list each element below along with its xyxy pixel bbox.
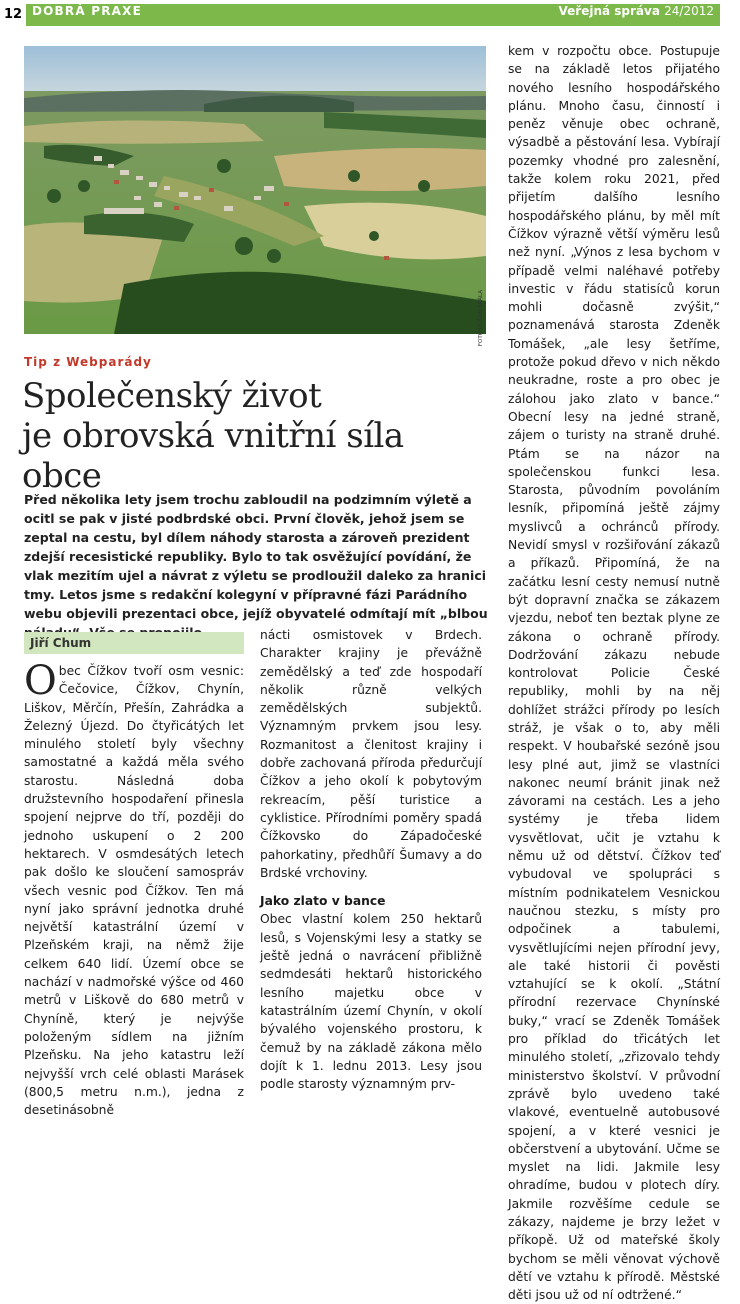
headline-line-2: je obrovská vnitřní síla obce bbox=[22, 416, 404, 496]
photo-credit-text: FOTO DUŠAN SKÁLA bbox=[478, 290, 484, 347]
body-column-2 bbox=[260, 626, 482, 1093]
aerial-village-image bbox=[24, 46, 486, 334]
author-box: Jiří Chum bbox=[24, 632, 244, 654]
publication-info bbox=[559, 4, 714, 18]
drop-cap: O bbox=[24, 658, 57, 704]
article-headline bbox=[22, 376, 492, 496]
publication-name: Veřejná správa bbox=[558, 4, 660, 18]
body-text-1: bec Čížkov tvoří osm vesnic: Čečovice, Čížkov, Chynín, Liškov, Měrčín, Přešín, Zahrádka a Železný Újezd. Do čtyřicátých let minulého století byly všechny samostatné a každá měla svého starostu. Následná doba družstevního hospodaření přinesla spojení nejprve do tří, později do jednoho uskupení o 2 200 hektarech. V osmdesátých letech pak došlo ke sloučení samospráv všech vesnic pod Čížkov. Ten má nyní jako správní jednotka druhé největší katastrální území v Plzeňském kraji, na němž žije celkem 640 lidí. Území obce se nachází v nadmořské výšce od 460 metrů v Liškově do 680 metrů v Chyníně, který je nejvýše položeným sídlem na jižním Plzeňsku. Na jeho katastru leží nejvyšší vrch celé oblasti Marásek (800,5 metru n.m.), jedna z desetinásobně bbox=[24, 664, 244, 1118]
subheading: Jako zlato v bance bbox=[260, 894, 386, 909]
section-title: DOBRÁ PRAXE bbox=[32, 4, 142, 18]
body-column-3 bbox=[508, 42, 720, 1304]
photo-credit bbox=[478, 290, 486, 347]
page-number: 12 bbox=[4, 7, 23, 22]
headline-line-1: Společenský život bbox=[22, 376, 322, 416]
body-text-3: kem v rozpočtu obce. Postupuje se na základě letos přijatého nového lesního hospodářského plánu. Mnoho času, činností i peněz věnuje obec ochraně, výsadbě a pěstování lesa. Vybírají pozemky vhodné pro zalesnění, takže kolem roku 2021, před přijetím dalšího lesního hospodářského plánu, by měl mít Čížkov výrazně větší výměru lesů než nyní. „Výnos z lesa bychom v případě velmi naléhavé potřeby investic v řádu statisíců korun mohli dočasně zvýšit,“ poznamenává starosta Zdeněk Tomášek, „ale lesy šetříme, protože pokud dřevo v nich někdo neukradne, roste a pro obec je zálohou jako zlato v bance.“ Obecní lesy na jedné straně, zájem o turisty na straně druhé. Ptám se na názor na společenskou funkci lesa. Starosta, původním povoláním lesník, připomíná ještě zájmy myslivců a ochránců přírody. Nevidí smysl v rozšiřování zákazů a příkazů. Připomíná, že na začátku lesní cesty nemusí nutně být dopravní značka se zákazem vjezdu, neboť ten beztak plyne ze zákona o ochraně přírody. Dodržování zákazu nebude kontrolovat Policie České republiky, mohli by na něj dohlížet strážci přírody po lesích stráž, je však o to, aby měli respekt. V houbařské sezóně jsou lesy plné aut, jimž se vlastníci nakonec neumí bránit jinak než závorami na cestách. Les a jeho systémy je třeba lidem vysvětlovat, učit je vztahu k němu už od dětství. Čížkov teď vybudoval ve spolupráci s místním podnikatelem Vesnickou naučnou stezku, s místy pro odpočinek a tabulemi, vysvětlujícími nejen přírodní jevy, ale také historii či pověsti vztahující se k okolí. „Státní přírodní rezervace Chynínské buky,“ vrací se Zdeněk Tomášek pro příklad do třicátých let minulého století, „zřizovalo tehdy ministerstvo školství. V průvodní zprávě bylo uvedeno také vlakové, eventuelně autobusové spojení, a v které vesnici je občerstvení a ubytování. Učme se myslet na lidi. Jakmile lesy ohradíme, budou v plotech díry. Jakmile rozvěšíme cedule se zákazy, najdeme je brzy ležet v příkopě. Už od mateřské školy bychom se měli věnovat výchově dětí ve vztahu k přírodě. Městské děti jsou už od ní odtržené.“ bbox=[508, 44, 720, 1303]
body-column-1 bbox=[24, 658, 244, 1119]
body-text-2: nácti osmistovek v Brdech. Charakter krajiny je převážně zemědělský a teď zde hospodaří několik různě velkých zemědělských subjektů. Významným prvkem jsou lesy. Rozmanitost a členitost krajiny i dobře zachovaná příroda předurčují Čížkov a jeho okolí k pobytovým rekreacím, pěší turistice a cyklistice. Přírodními poměry spadá Čížkovsko do Západočeské pahorkatiny, předhůří Šumavy a do Brdské vrchoviny. bbox=[260, 628, 482, 880]
section-header-bar bbox=[26, 4, 720, 26]
article-kicker: Tip z Webparády bbox=[24, 355, 152, 369]
landscape-photo bbox=[24, 46, 486, 334]
article-lead: Před několika lety jsem trochu zabloudil na podzimním výletě a ocitl se pak v jisté podbrdské obci. První člověk, jehož jsem se zeptal na cestu, byl dílem náhody starosta a zároveň prezident zdejší recesistické republiky. Bylo to tak osvěžující povídání, že vlak mezitím ujel a návrat z výletu se prodloužil daleko za hranici tmy. Letos jsme s redakční kolegyní v přípravné fázi Parádního webu objevili prezentaci obce, jejíž obyvatelé odmítají mít „blbou bbox=[24, 492, 488, 621]
body-text-2b: Obec vlastní kolem 250 hektarů lesů, s Vojenskými lesy a statky se ještě jedná o navrácení přibližně sedmdesáti hektarů historického lesního majetku obce v katastrálním území Chynín, v okolí bývalého vojenského prostoru, k čemuž by na základě zákona mělo dojít k 1. lednu 2013. Lesy jsou podle starosty významným prv- bbox=[260, 912, 482, 1092]
issue-number: 24/2012 bbox=[664, 4, 714, 18]
